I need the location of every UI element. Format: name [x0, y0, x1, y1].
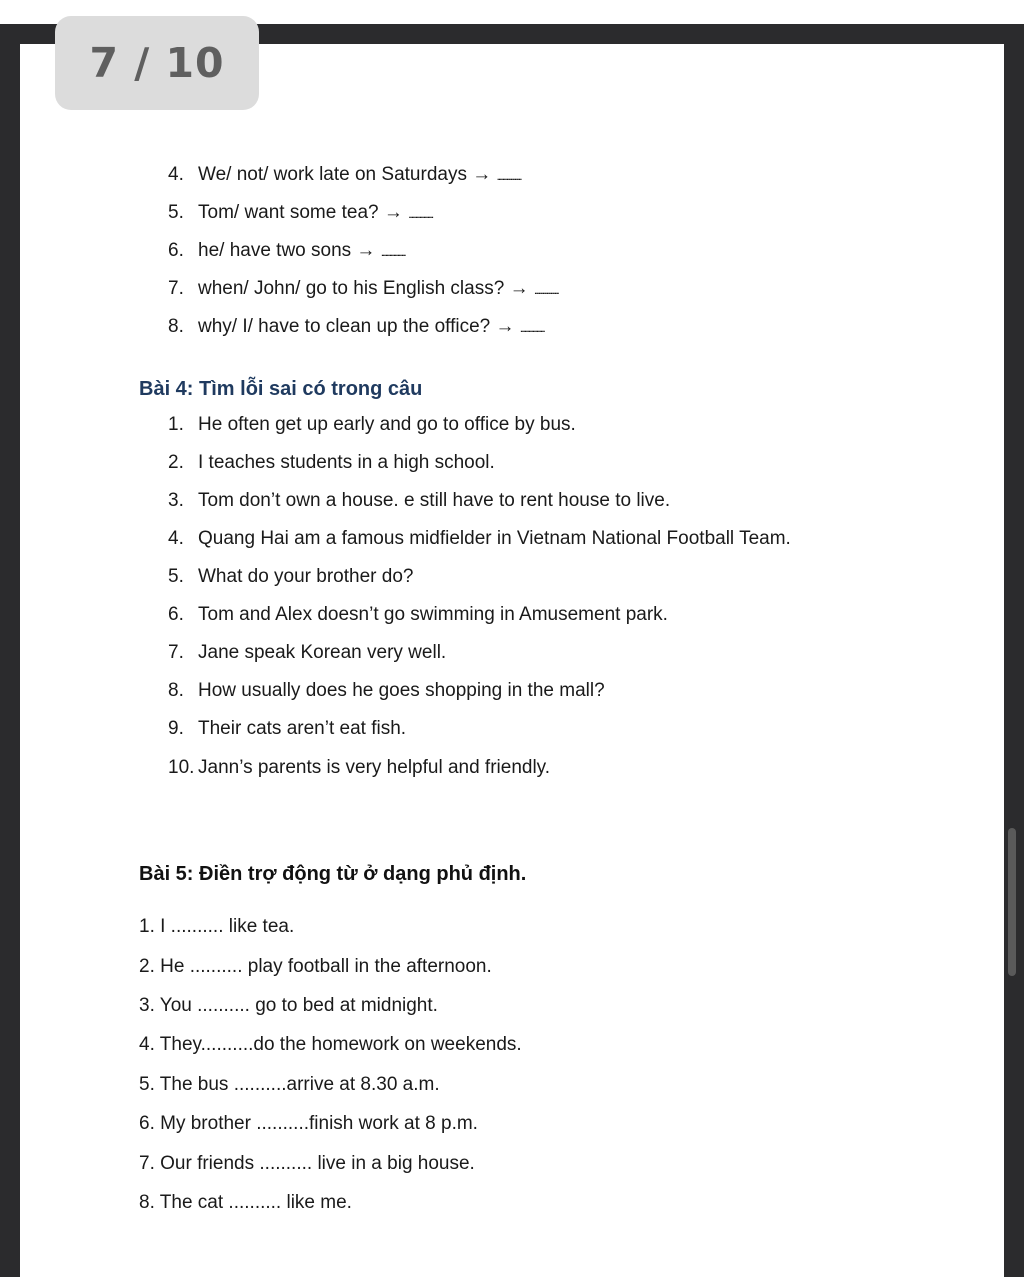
item-text: I teaches students in a high school. [198, 452, 495, 473]
item-number: 2. [168, 452, 184, 473]
fill-in-item: 4. They..........do the homework on weekends. [139, 1034, 522, 1055]
answer-blank: .................. [533, 283, 558, 297]
item-number: 9. [168, 718, 184, 739]
fill-in-item: 8. The cat .......... like me. [139, 1192, 352, 1213]
item-number: 10. [168, 757, 195, 778]
item-text: he/ have two sons → .................. [198, 240, 405, 261]
item-number: 3. [168, 490, 184, 511]
item-text: Their cats aren’t eat fish. [198, 718, 407, 739]
fill-in-item: 2. He .......... play football in the afternoon. [139, 956, 492, 977]
item-text: why/ I/ have to clean up the office? → .................. [198, 316, 544, 337]
item-text: Jann’s parents is very helpful and friendly. [198, 757, 551, 778]
fill-in-item: 6. My brother ..........finish work at 8 p.m. [139, 1113, 478, 1134]
answer-blank: .................. [496, 169, 521, 183]
item-number: 1. [168, 414, 184, 435]
fill-in-item: 1. I .......... like tea. [139, 916, 295, 937]
exercise-4-heading: Bài 4: Tìm lỗi sai có trong câu [139, 378, 423, 400]
item-number: 7. [168, 278, 184, 299]
scrollbar-thumb[interactable] [1008, 828, 1016, 976]
fill-in-item: 5. The bus ..........arrive at 8.30 a.m. [139, 1074, 440, 1095]
answer-blank: .................. [408, 207, 433, 221]
item-text: What do your brother do? [198, 566, 414, 587]
fill-in-item: 3. You .......... go to bed at midnight. [139, 995, 438, 1016]
answer-blank: .................. [519, 321, 544, 335]
answer-blank: .................. [380, 245, 405, 259]
item-number: 8. [168, 316, 184, 337]
item-number: 7. [168, 642, 184, 663]
item-number: 8. [168, 680, 184, 701]
item-text: when/ John/ go to his English class? → .................. [198, 278, 558, 299]
item-text: We/ not/ work late on Saturdays → .................. [198, 164, 521, 185]
fill-in-item: 7. Our friends .......... live in a big house. [139, 1153, 475, 1174]
item-text: Tom/ want some tea? → .................. [198, 202, 433, 223]
item-number: 4. [168, 528, 184, 549]
item-text: Tom don’t own a house. e still have to rent house to live. [198, 490, 671, 511]
item-number: 5. [168, 202, 184, 223]
item-number: 6. [168, 240, 184, 261]
item-text: Tom and Alex doesn’t go swimming in Amusement park. [198, 604, 668, 625]
item-number: 5. [168, 566, 184, 587]
page-indicator: 7 / 10 [55, 16, 259, 110]
item-number: 6. [168, 604, 184, 625]
item-text: Quang Hai am a famous midfielder in Vietnam National Football Team. [198, 528, 791, 549]
item-text: He often get up early and go to office by bus. [198, 414, 576, 435]
exercise-5-heading: Bài 5: Điền trợ động từ ở dạng phủ định. [139, 863, 527, 885]
item-text: How usually does he goes shopping in the mall? [198, 680, 605, 701]
item-text: Jane speak Korean very well. [198, 642, 447, 663]
item-number: 4. [168, 164, 184, 185]
